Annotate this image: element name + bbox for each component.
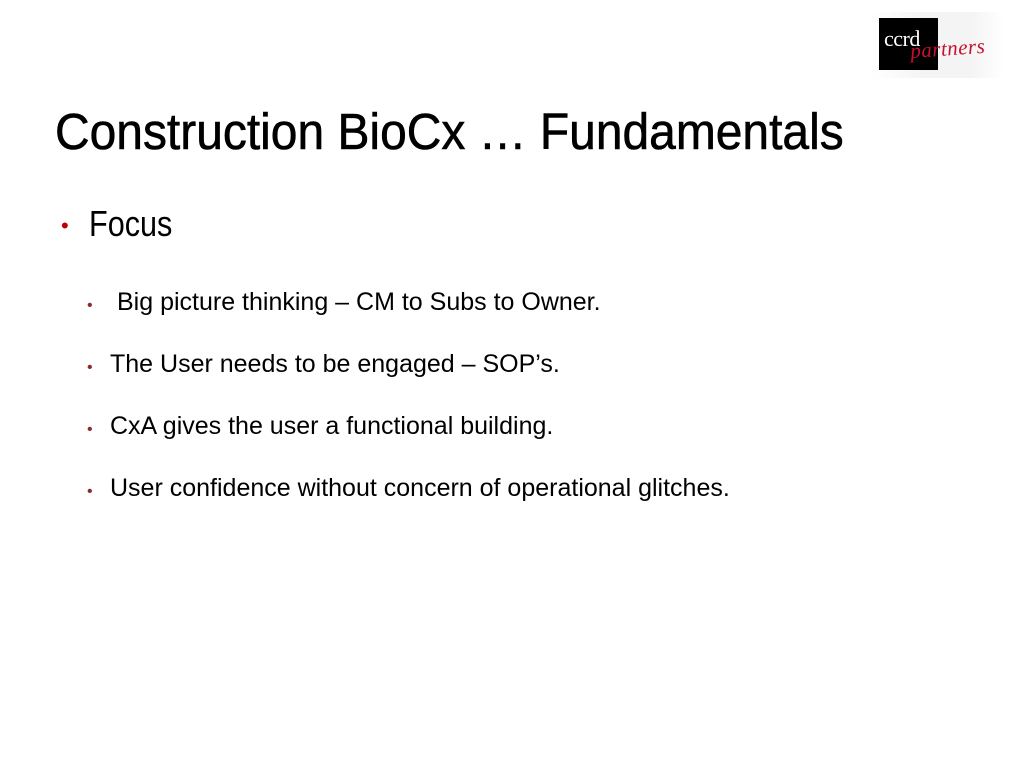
list-item-text: CxA gives the user a functional building. <box>110 412 554 440</box>
sub-bullet-icon: • <box>87 359 93 376</box>
bullet-icon: • <box>61 213 69 238</box>
sub-bullet-list <box>87 290 730 538</box>
sub-bullet-icon: • <box>87 421 93 438</box>
sub-bullet-icon: • <box>87 483 93 500</box>
list-item <box>87 290 730 352</box>
list-item-text: The User needs to be engaged – SOP’s. <box>110 350 560 378</box>
logo-script-text: partners <box>909 33 987 63</box>
sub-bullet-icon: • <box>87 297 93 314</box>
bullet-heading-focus: Focus <box>89 203 173 244</box>
list-item <box>87 476 730 538</box>
list-item-text: User confidence without concern of operational glitches. <box>110 474 730 502</box>
list-item <box>87 352 730 414</box>
list-item-text: Big picture thinking – CM to Subs to Owner. <box>117 288 601 316</box>
list-item <box>87 414 730 476</box>
logo-wordmark: ccrd <box>884 26 920 51</box>
slide-title: Construction BioCx … Fundamentals <box>55 103 844 160</box>
